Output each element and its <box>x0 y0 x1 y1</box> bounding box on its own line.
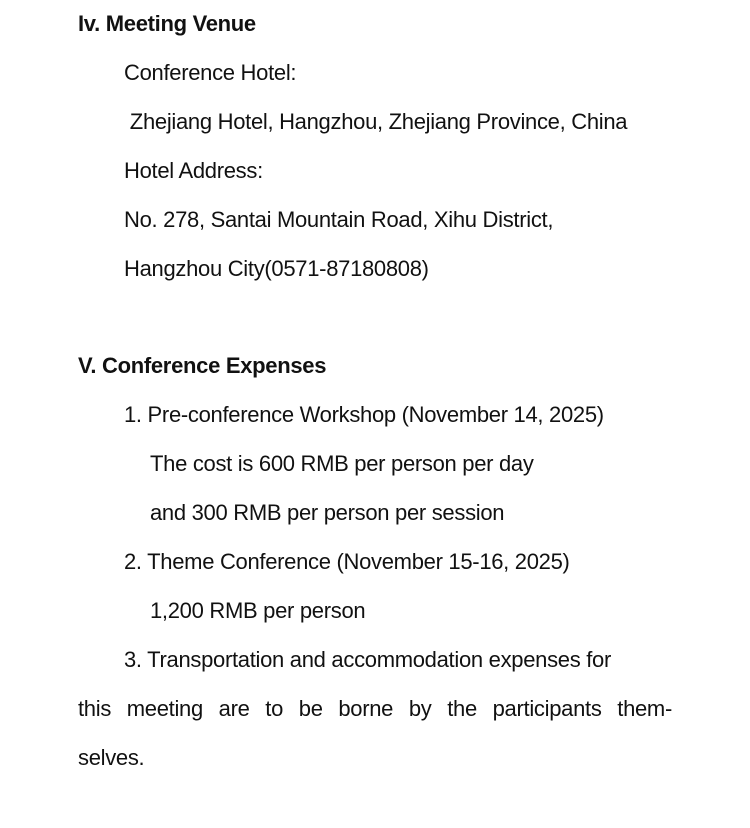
address-line-1: No. 278, Santai Mountain Road, Xihu District, <box>124 207 554 232</box>
expense-item-3-line-2: this meeting are to be borne by the participants them- <box>78 696 672 721</box>
expense-item-1-detail-2: and 300 RMB per person per session <box>150 500 505 525</box>
section-heading-venue: Iv. Meeting Venue <box>78 11 256 36</box>
expense-item-2-title: 2. Theme Conference (November 15-16, 2025) <box>124 549 570 574</box>
expense-item-2-detail: 1,200 RMB per person <box>150 598 366 623</box>
address-label: Hotel Address: <box>124 158 263 183</box>
address-line-2: Hangzhou City(0571-87180808) <box>124 256 429 281</box>
expense-item-1-title: 1. Pre-conference Workshop (November 14, 2025) <box>124 402 604 427</box>
hotel-label: Conference Hotel: <box>124 60 297 85</box>
expense-item-1-detail-1: The cost is 600 RMB per person per day <box>150 451 534 476</box>
hotel-name: Zhejiang Hotel, Hangzhou, Zhejiang Province, China <box>124 109 628 134</box>
expense-item-3-line-1: 3. Transportation and accommodation expenses for <box>124 647 612 672</box>
section-heading-expenses: V. Conference Expenses <box>78 353 327 378</box>
expense-item-3-line-3: selves. <box>78 745 145 770</box>
